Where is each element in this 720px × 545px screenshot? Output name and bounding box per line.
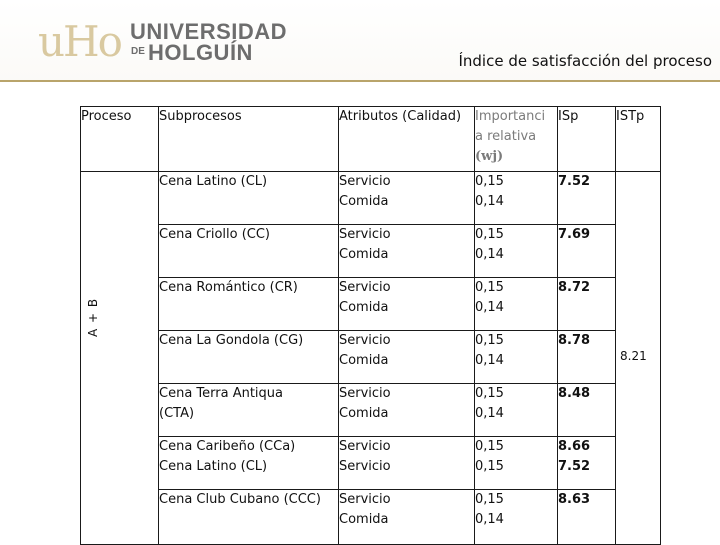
isp-cell (558, 384, 616, 437)
weight-cell-line: 0,15 (475, 386, 504, 401)
atributo-cell (339, 384, 475, 437)
subproceso-cell-line: Cena Latino (CL) (159, 459, 268, 474)
atributo-cell-line: Servicio (339, 492, 391, 507)
table-row (81, 225, 661, 278)
atributo-cell-line: Servicio (339, 439, 391, 454)
atributo-cell (339, 490, 475, 545)
subproceso-cell-line: (CTA) (159, 406, 195, 421)
atributo-cell (339, 331, 475, 384)
atributo-cell-line: Servicio (339, 227, 391, 242)
weight-cell-line: 0,14 (475, 353, 504, 368)
header-importancia: Importanci a relativa (wj) (475, 107, 558, 172)
isp-cell (558, 490, 616, 545)
subproceso-cell (159, 331, 339, 384)
table-row (81, 490, 661, 545)
subproceso-cell-line: Cena La Gondola (CG) (159, 333, 304, 348)
table-row (81, 331, 661, 384)
isp-cell (558, 437, 616, 490)
weight-cell-line: 0,15 (475, 492, 504, 507)
weight-cell-line: 0,14 (475, 406, 504, 421)
atributo-cell-line: Comida (339, 247, 389, 262)
isp-cell (558, 331, 616, 384)
table-row (81, 437, 661, 490)
atributo-cell-line: Comida (339, 512, 389, 527)
subproceso-cell-line: Cena Club Cubano (CCC) (159, 492, 321, 507)
weight-cell-line: 0,15 (475, 227, 504, 242)
isp-cell-line: 7.52 (558, 459, 591, 474)
title-divider (0, 80, 720, 82)
istp-value: 8.21 (620, 349, 647, 363)
atributo-cell (339, 225, 475, 278)
header-subprocesos: Subprocesos (159, 107, 339, 172)
weight-cell-line: 0,15 (475, 459, 504, 474)
subproceso-cell (159, 278, 339, 331)
weight-cell (475, 225, 558, 278)
weight-cell (475, 437, 558, 490)
isp-cell-line: 8.63 (558, 492, 591, 507)
subproceso-cell-line: Cena Caribeño (CCa) (159, 439, 296, 454)
atributo-cell-line: Servicio (339, 459, 391, 474)
weight-cell (475, 172, 558, 225)
weight-cell-line: 0,14 (475, 194, 504, 209)
weight-cell-line: 0,15 (475, 280, 504, 295)
subproceso-cell-line: Cena Terra Antiqua (159, 386, 284, 401)
weight-cell-line: 0,15 (475, 333, 504, 348)
atributo-cell-line: Comida (339, 300, 389, 315)
header-atributos: Atributos (Calidad) (339, 107, 475, 172)
header-istp: ISTp (616, 107, 661, 172)
atributo-cell (339, 278, 475, 331)
isp-cell-line: 8.72 (558, 280, 591, 295)
header-isp: ISp (558, 107, 616, 172)
header-proceso: Proceso (81, 107, 159, 172)
weight-cell-line: 0,14 (475, 512, 504, 527)
weight-cell (475, 384, 558, 437)
slide-title: Índice de satisfacción del proceso (458, 52, 712, 70)
isp-cell (558, 225, 616, 278)
table-header-row (81, 107, 661, 172)
logo-text-universidad: UNIVERSIDAD (130, 19, 288, 44)
isp-cell-line: 7.52 (558, 174, 591, 189)
weight-cell (475, 490, 558, 545)
weight-cell (475, 331, 558, 384)
logo-text-holguin: HOLGUÍN (148, 40, 253, 65)
atributo-cell-line: Servicio (339, 174, 391, 189)
subproceso-cell (159, 384, 339, 437)
subproceso-cell-line: Cena Romántico (CR) (159, 280, 298, 295)
isp-cell (558, 172, 616, 225)
isp-cell-line: 8.48 (558, 386, 591, 401)
weight-cell-line: 0,15 (475, 439, 504, 454)
atributo-cell (339, 172, 475, 225)
atributo-cell-line: Servicio (339, 280, 391, 295)
istp-cell (616, 172, 661, 545)
subproceso-cell (159, 437, 339, 490)
table-row (81, 384, 661, 437)
subproceso-cell-line: Cena Criollo (CC) (159, 227, 271, 242)
atributo-cell-line: Comida (339, 353, 389, 368)
isp-cell-line: 7.69 (558, 227, 591, 242)
subproceso-cell (159, 172, 339, 225)
atributo-cell-line: Comida (339, 194, 389, 209)
atributo-cell (339, 437, 475, 490)
subproceso-cell-line: Cena Latino (CL) (159, 174, 268, 189)
atributo-cell-line: Comida (339, 406, 389, 421)
logo-text-de: DE (131, 46, 145, 57)
atributo-cell-line: Servicio (339, 386, 391, 401)
isp-cell-line: 8.78 (558, 333, 591, 348)
isp-cell-line: 8.66 (558, 439, 591, 454)
isp-cell (558, 278, 616, 331)
weight-cell-line: 0,14 (475, 300, 504, 315)
weight-cell-line: 0,15 (475, 174, 504, 189)
subproceso-cell (159, 490, 339, 545)
table-row (81, 172, 661, 225)
process-cell (81, 172, 159, 545)
weight-cell-line: 0,14 (475, 247, 504, 262)
satisfaction-table (80, 106, 661, 545)
atributo-cell-line: Servicio (339, 333, 391, 348)
logo-mark: uHo (38, 17, 121, 66)
table-row (81, 278, 661, 331)
weight-cell (475, 278, 558, 331)
process-label: A + B (86, 297, 100, 337)
subproceso-cell (159, 225, 339, 278)
